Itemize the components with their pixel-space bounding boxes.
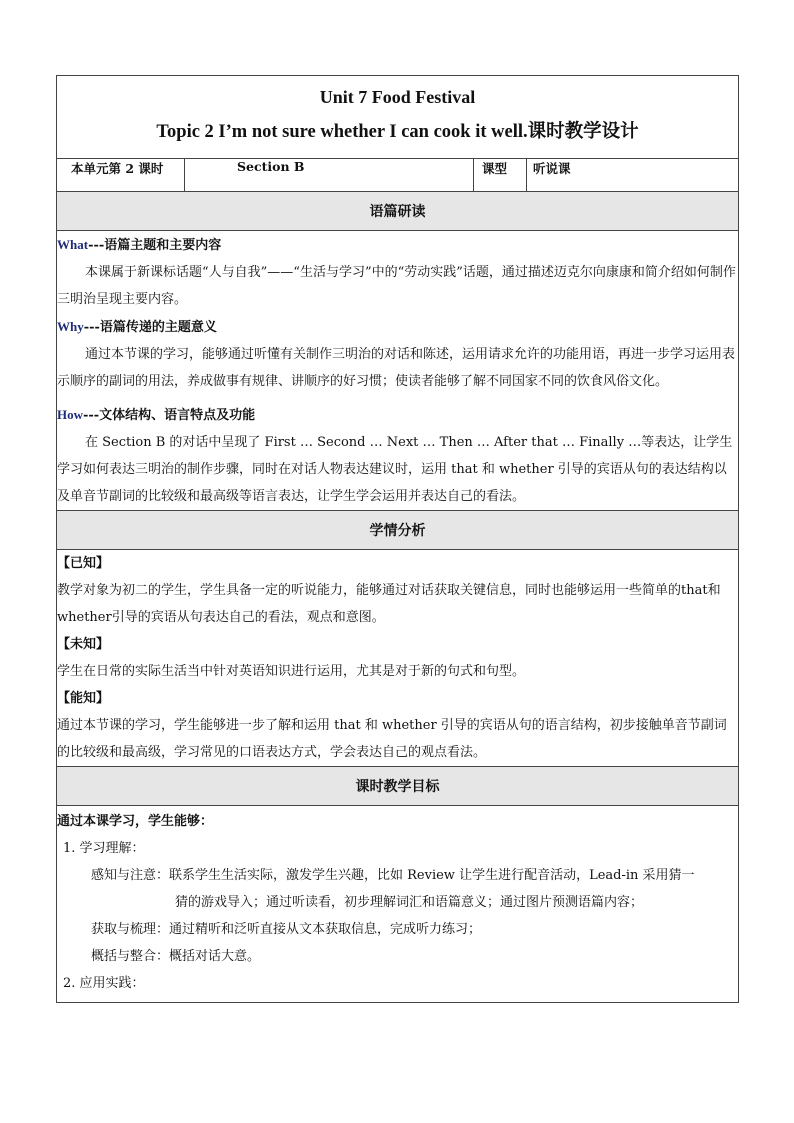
how-title: ---文体结构、语言特点及功能 [83, 408, 256, 423]
teaching-objectives [57, 806, 739, 1003]
able-label: 【能知】 [57, 691, 110, 706]
objective-item-2: 2. 应用实践： [63, 976, 145, 991]
known-text: 教学对象为初二的学生，学生具备一定的听说能力，能够通过对话获取关键信息，同时也能够运用一些简单的that和whether引导的宾语从句表达自己的看法，观点和意图。 [57, 583, 721, 625]
discourse-analysis [57, 231, 739, 511]
objective-sub-perception-2: 猜的游戏导入；通过听读看，初步理解词汇和语篇意义；通过图片预测语篇内容； [175, 895, 644, 910]
objective-sub-perception-1: 感知与注意：联系学生生活实际，激发学生兴趣，比如 Review 让学生进行配音活动，Lead-in 采用猜一 [91, 868, 695, 883]
section-heading-discourse: 语篇研读 [57, 192, 739, 231]
how-label: How [57, 407, 83, 422]
what-label: What [57, 237, 89, 252]
unknown-text: 学生在日常的实际生活当中针对英语知识进行运用，尤其是对于新的句式和句型。 [57, 664, 526, 679]
why-title: ---语篇传递的主题意义 [83, 320, 217, 335]
section-name: Section B [185, 159, 474, 192]
unknown-label: 【未知】 [57, 637, 110, 652]
objective-sub-acquire: 获取与梳理：通过精听和泛听直接从文本获取信息，完成听力练习； [91, 922, 482, 937]
section-heading-learner: 学情分析 [57, 511, 739, 550]
objective-item-1: 1. 学习理解： [63, 841, 145, 856]
lesson-plan-table [56, 75, 739, 1003]
topic-title: Topic 2 I’m not sure whether I can cook it well.课时教学设计 [156, 122, 639, 142]
lesson-plan-document [56, 75, 738, 1003]
learner-analysis [57, 550, 739, 767]
type-value: 听说课 [527, 159, 739, 192]
able-text: 通过本节课的学习，学生能够进一步了解和运用 that 和 whether 引导的宾语从句的语言结构，初步接触单音节副词的比较级和最高级，学习常见的口语表达方式，学会表达自己的观点看法。 [57, 718, 727, 760]
objectives-intro: 通过本课学习，学生能够： [57, 814, 214, 829]
what-heading [57, 231, 738, 259]
type-label: 课型 [474, 159, 527, 192]
lesson-number: 本单元第 2 课时 [57, 159, 185, 192]
info-row [57, 159, 739, 192]
section-heading-objectives: 课时教学目标 [57, 767, 739, 806]
how-text: 在 Section B 的对话中呈现了 First … Second … Next … Then … After that … Finally …等表达，让学生学习如何表达三明治的制作步骤，同时在对话人物表达建议时，运用 that 和 whether 引导的宾语从句的表达结构以及单音节副词的比较级和最高级等语言表达，让学生学会运用并表达自己的看法。 [57, 435, 733, 504]
title-cell [57, 76, 739, 159]
how-heading [57, 401, 738, 429]
known-label: 【已知】 [57, 556, 110, 571]
unit-title: Unit 7 Food Festival [319, 87, 476, 107]
why-label: Why [57, 319, 84, 334]
why-text: 通过本节课的学习，能够通过听懂有关制作三明治的对话和陈述，运用请求允许的功能用语，再进一步学习运用表示顺序的副词的用法，养成做事有规律、讲顺序的好习惯；使读者能够了解不同国家不同的饮食风俗文化。 [57, 347, 736, 389]
what-title: ---语篇主题和主要内容 [88, 238, 222, 253]
what-text: 本课属于新课标话题“人与自我”——“生活与学习”中的“劳动实践”话题，通过描述迈克尔向康康和简介绍如何制作三明治呈现主要内容。 [57, 265, 736, 307]
objective-sub-summarize: 概括与整合：概括对话大意。 [91, 949, 261, 964]
why-heading [57, 313, 738, 341]
